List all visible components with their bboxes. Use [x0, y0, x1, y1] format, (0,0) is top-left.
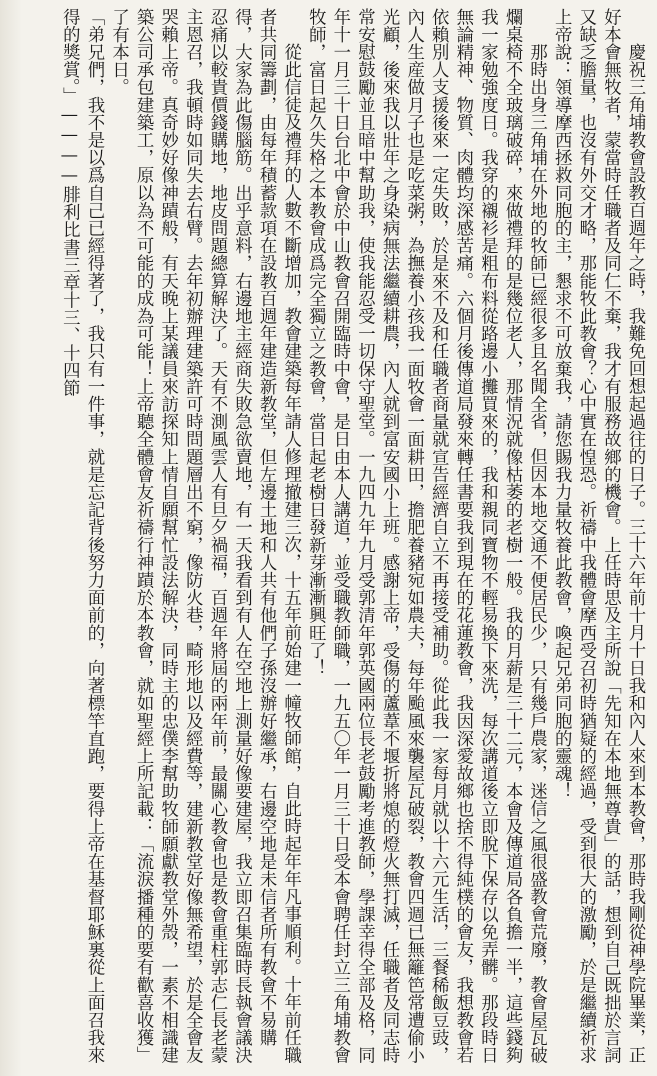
paragraph-early-ministry: 那時出身三角埔在外地的牧師已經很多且名聞全省，但因本地交通不便居民少，只有幾戶農家，迷信之風很盛教會荒廢，教會屋瓦破爛桌椅不全玻璃破碎，來做禮拜的是幾位老人，那情況就像枯萎的老樹一般。我的月薪是三十二元，本會及傳道局各負擔一半，這些錢夠我一家勉強度日。我穿的襯衫是粗布料從路邊小攤買來的，我和親同寶物不輕易換下來洗，每次講道後立即脫下保存以免弄髒。那段時日無論精神、物質、肉體均深感苦痛。六個月後傳道局發來轉任書要我到現在的花蓮教會，我因深愛故鄉也捨不得純樸的會友，我想教會若依賴別人支援後來一定失敗，於是來不及和任職者商量就宣告經濟自立不再接受補助。從此我一家每月就以十六元生活，三餐稀飯豆豉，內人生産做月子也是吃菜粥，為撫養小孩我一面牧會一面耕田，擔肥養豬宛如農夫，每年颱風來襲屋瓦破裂，教會四週已無籬笆常遭偷小光顧，後來我以壯年之身染病無法繼續耕農，內人就到富安國小上班。感謝上帝，受傷的蘆葦不堰折將熄的燈火無打滅，任職者及同志時常安慰鼓勵並且暗中幫助我，使我能忍受一切保守聖堂。一九四九年九月受郭清年郭英國兩位長老鼓勵考進教師，學課幸得全部及格，同年十一月三十日台北中會於中山教會召開臨時中會，是日由本人講道，並受職教師職，一九五〇年一月三十日受本會聘任封立三角埔教會牧師，富日起久失格之本教會成爲完全獨立之教會，當日起老樹日發新芽漸漸興旺了！ — [305, 8, 547, 1064]
scripture-citation: 腓利比書三章十三、十四節 — [59, 185, 80, 397]
paragraph-intro: 慶祝三角埔教會設教百週年之時，我難免回想起過往的日子。三十六年前十月十日我和內人來到本教會，那時我剛從神學院畢業，正好本會無牧者，蒙當時任職者及同仁不棄，我才有服務故鄉的機會。上任時思及主所說「先知在本地無尊貴」的話，想到自己既拙於言詞又缺乏膽量，也沒有外交才略，那能牧此教會？心中實在惶恐。祈禱中我體會摩西受召初時猶疑的經過，受到很大的激勵，於是繼續祈求上帝說：領導摩西拯救同胞的主，懇求不可放棄我，請您賜我力量牧養此教會，喚起兄弟同胞的靈魂！ — [551, 8, 645, 1064]
scripture-quote — [57, 8, 106, 1068]
citation-dash: ———— — [59, 104, 80, 186]
paragraph-church-growth: 從此信徒及禮拜的人數不斷增加，教會建築每年請人修理撤建三次，十五年前始建一幢牧師館，自此時起年年凡事順利。十年前任職者共同籌劃，由每年積蓄款項在設教百週年建造新教堂，但左邊土地和人共有他們子孫沒辦好繼承，右邊空地是未信者所有教會不易購得，大家為此傷腦筋。出乎意料，右邊地主經商失敗急欲賣地，有一天我看到有人在空地上測量好像要建屋，我立即召集臨時長執會議決忍痛以較貴價錢購地，地皮問題總算解決了。天有不測風雲人有旦夕禍福，百週年將屆的兩年前，最關心教會也是教會重柱郭志仁長老蒙主恩召，我頓時如同失去右臂。去年初辦理建築許可時問題層出不窮，像防火巷，畸形地以及經費等，建新教堂好像無希望，於是全會友哭賴上帝。真奇妙好像神蹟般，有天晚上某議員來訪探知上情自願幫忙設法解決，同時主的忠僕李幫助牧師願獻教堂外殼，一素不相識建築公司承包建築工，原以為不可能的成為可能！上帝聽全體會友祈禱行神蹟於本教會，就如聖經上所記載：「流淚播種的要有歡喜收獲」了有本日。 — [108, 8, 301, 1064]
vertical-text-body — [10, 8, 647, 1068]
scripture-quote-text: 「弟兄們，我不是以爲自己已經得著了，我只有一件事，就是忘記背後努力面前的，向著標竿直跑，要得上帝在基督耶穌裏從上面召我來得的獎賞。」 — [59, 8, 104, 1064]
